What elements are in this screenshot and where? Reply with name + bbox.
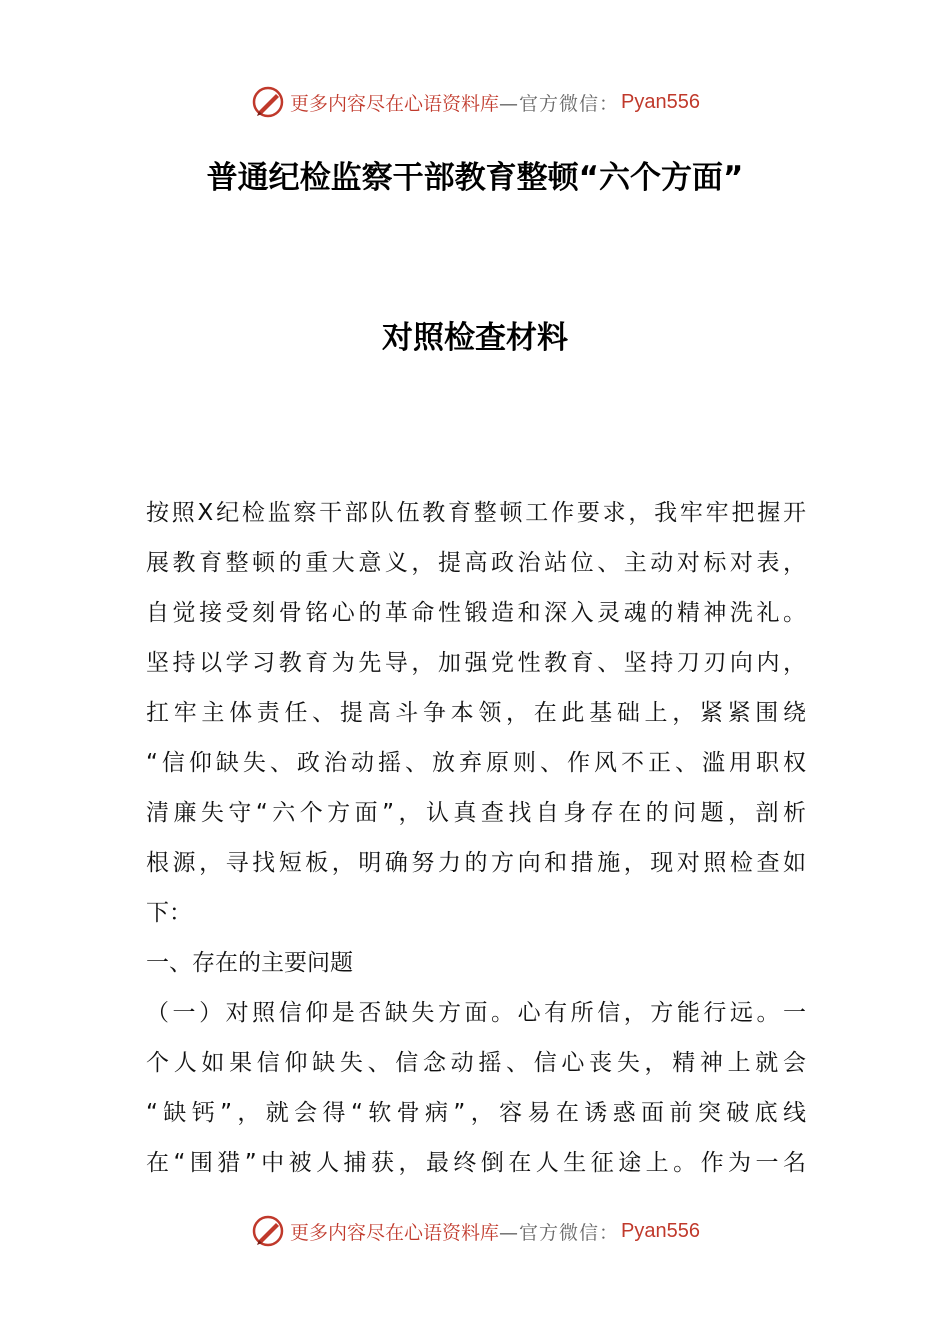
body-line: 个人如果信仰缺失、信念动摇、信心丧失，精神上就会	[146, 1050, 806, 1076]
watermark-official-text: —官方微信：	[499, 92, 620, 115]
body-line: “缺钙”，就会得“软骨病”，容易在诱惑面前突破底线	[146, 1100, 806, 1126]
watermark-official-text: —官方微信：	[499, 1221, 620, 1244]
body-line: “信仰缺失、政治动摇、放弃原则、作风不正、滥用职权	[146, 750, 806, 776]
body-line: 清廉失守“六个方面”，认真查找自身存在的问题，剖析	[146, 800, 806, 826]
pen-logo-icon	[250, 1213, 286, 1249]
watermark-wechat-id: Pyan556	[621, 90, 700, 113]
watermark-footer	[0, 1211, 950, 1251]
section-heading: 一、存在的主要问题	[146, 950, 353, 976]
body-line: 坚持以学习教育为先导，加强党性教育、坚持刀刃向内，	[146, 650, 806, 676]
body-line: 展教育整顿的重大意义，提高政治站位、主动对标对表，	[146, 550, 806, 576]
body-line: 根源，寻找短板，明确努力的方向和措施，现对照检查如	[146, 850, 806, 876]
document-title-line2: 对照检查材料	[382, 320, 568, 356]
watermark-main-text: 更多内容尽在心语资料库	[290, 1221, 500, 1244]
body-line: 自觉接受刻骨铭心的革命性锻造和深入灵魂的精神洗礼。	[146, 600, 806, 626]
pen-logo-icon	[250, 84, 286, 120]
body-line: 下：	[146, 900, 192, 926]
watermark-main-text: 更多内容尽在心语资料库	[290, 92, 500, 115]
watermark-header	[0, 82, 950, 122]
document-body	[146, 488, 806, 1188]
body-line: 按照X纪检监察干部队伍教育整顿工作要求，我牢牢把握开	[146, 500, 806, 526]
body-line: （一）对照信仰是否缺失方面。心有所信，方能行远。一	[146, 1000, 806, 1026]
watermark-wechat-id: Pyan556	[621, 1219, 700, 1242]
body-line: 扛牢主体责任、提高斗争本领，在此基础上，紧紧围绕	[146, 700, 806, 726]
body-line: 在“围猎”中被人捕获，最终倒在人生征途上。作为一名	[146, 1150, 806, 1176]
document-title-line1: 普通纪检监察干部教育整顿“六个方面”	[206, 160, 744, 196]
